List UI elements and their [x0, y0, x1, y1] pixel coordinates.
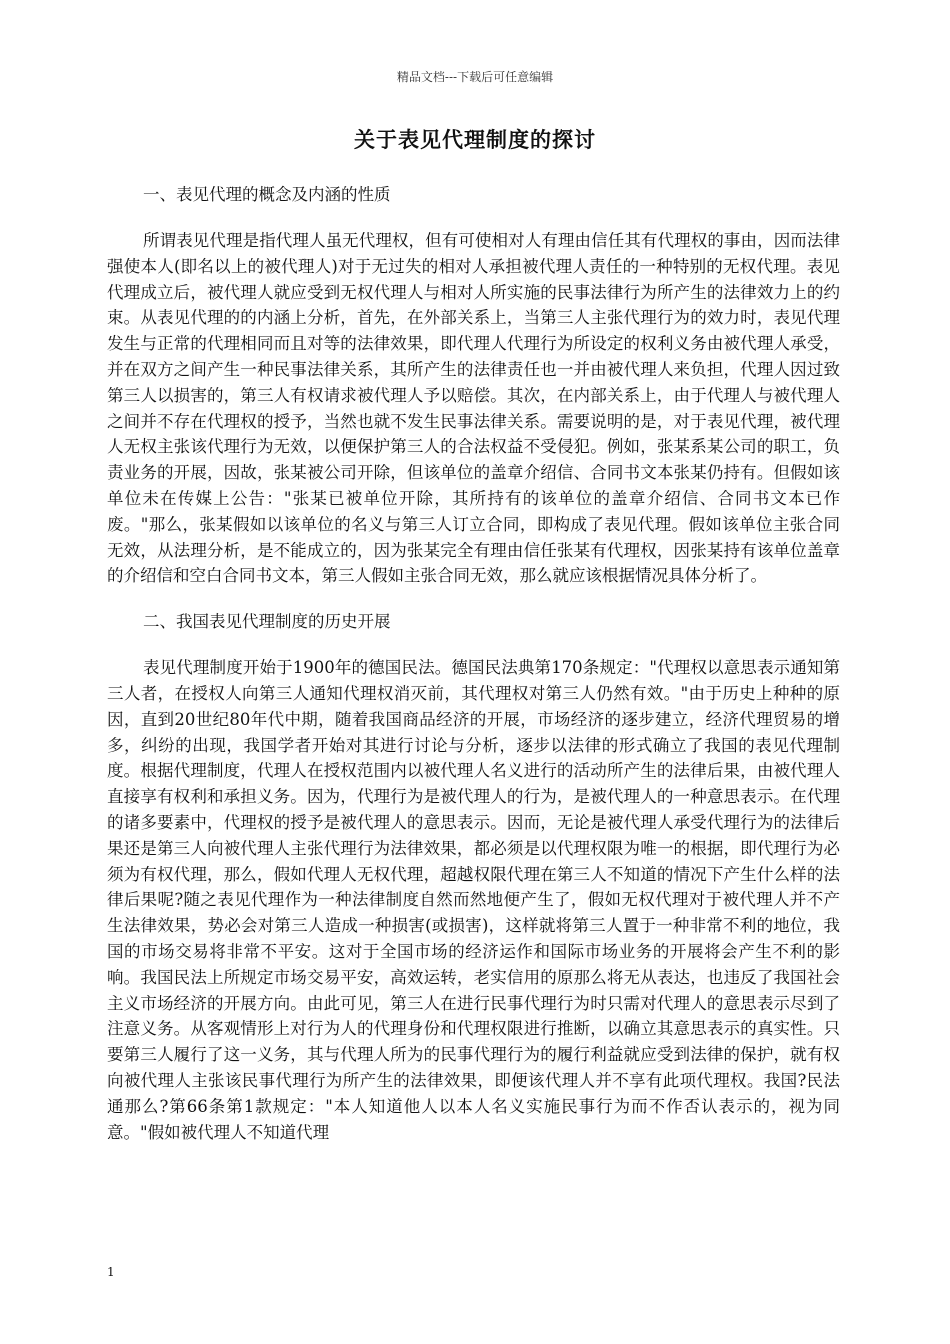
page-number: 1 — [107, 1265, 115, 1279]
section-1-paragraph: 所谓表见代理是指代理人虽无代理权，但有可使相对人有理由信任其有代理权的事由，因而法律强使本人(即名以上的被代理人)对于无过失的相对人承担被代理人责任的一种特别的无权代理。表见代理成立后，被代理人就应受到无权代理人与相对人所实施的民事法律行为所产生的法律效力上的约束。从表见代理的的内涵上分析，首先，在外部关系上，当第三人主张代理行为的效力时，表见代理发生与正常的代理相同而且对等的法律效果，即代理人代理行为所设定的权利义务由被代理人承受，并在双方之间产生一种民事法律关系，其所产生的法律责任也一并由被代理人来负担，代理人因过致第三人以损害的，第三人有权请求被代理人予以赔偿。其次，在内部关系上，由于代理人与被代理人之间并不存在代理权的授予，当然也就不发生民事法律关系。需要说明的是，对于表见代理，被代理人无权主张该代理行为无效，以便保护第三人的合法权益不受侵犯。例如，张某系某公司的职工，负责业务的开展，因故，张某被公司开除，但该单位的盖章介绍信、合同书文本张某仍持有。但假如该单位未在传媒上公告："张某已被单位开除，其所持有的该单位的盖章介绍信、合同书文本已作废。"那么，张某假如以该单位的名义与第三人订立合同，即构成了表见代理。假如该单位主张合同无效，从法理分析，是不能成立的，因为张某完全有理由信任张某有代理权，因张某持有该单位盖章的介绍信和空白合同书文本，第三人假如主张合同无效，那么就应该根据情况具体分析了。 — [107, 231, 840, 586]
page-header-note: 精品文档---下载后可任意编辑 — [396, 70, 554, 84]
document-body — [107, 182, 840, 1165]
section-2-paragraph: 表见代理制度开始于1900年的德国民法。德国民法典第170条规定："代理权以意思表示通知第三人者，在授权人向第三人通知代理权消灭前，其代理权对第三人仍然有效。"由于历史上种种的原因，直到20世纪80年代中期，随着我国商品经济的开展，市场经济的逐步建立，经济代理贸易的增多，纠纷的出现，我国学者开始对其进行讨论与分析，逐步以法律的形式确立了我国的表见代理制度。根据代理制度，代理人在授权范围内以被代理人名义进行的活动所产生的法律后果，由被代理人直接享有权利和承担义务。因为，代理行为是被代理人的行为，是被代理人的一种意思表示。在代理的诸多要素中，代理权的授予是被代理人的意思表示。因而，无论是被代理人承受代理行为的法律后果还是第三人向被代理人主张代理行为法律效果，都必须是以代理权限为唯一的根据，即代理行为必须为有权代理，那么，假如代理人无权代理，超越权限代理在第三人不知道的情况下产生什么样的法律后果呢?随之表见代理作为一种法律制度自然而然地便产生了，假如无权代理对于被代理人并不产生法律效果，势必会对第三人造成一种损害(或损害)，这样就将第三人置于一种非常不利的地位，我国的市场交易将非常不平安。这对于全国市场的经济运作和国际市场业务的开展将会产生不利的影响。我国民法上所规定市场交易平安，高效运转，老实信用的原那么将无从表达，也违反了我国社会主义市场经济的开展方向。由此可见，第三人在进行民事代理行为时只需对代理人的意思表示尽到了注意义务。从客观情形上对行为人的代理身份和代理权限进行推断，以确立其意思表示的真实性。只要第三人履行了这一义务，其与代理人所为的民事代理行为的履行利益就应受到法律的保护，就有权向被代理人主张该民事代理行为所产生的法律效果，即便该代理人并不享有此项代理权。我国?民法通那么?第66条第1款规定："本人知道他人以本人名义实施民事行为而不作否认表示的，视为同意。"假如被代理人不知道代理 — [107, 658, 840, 1142]
section-1-heading: 一、表见代理的概念及内涵的性质 — [143, 185, 391, 204]
document-title: 关于表见代理制度的探讨 — [354, 127, 596, 152]
section-2-heading: 二、我国表见代理制度的历史开展 — [143, 612, 391, 632]
